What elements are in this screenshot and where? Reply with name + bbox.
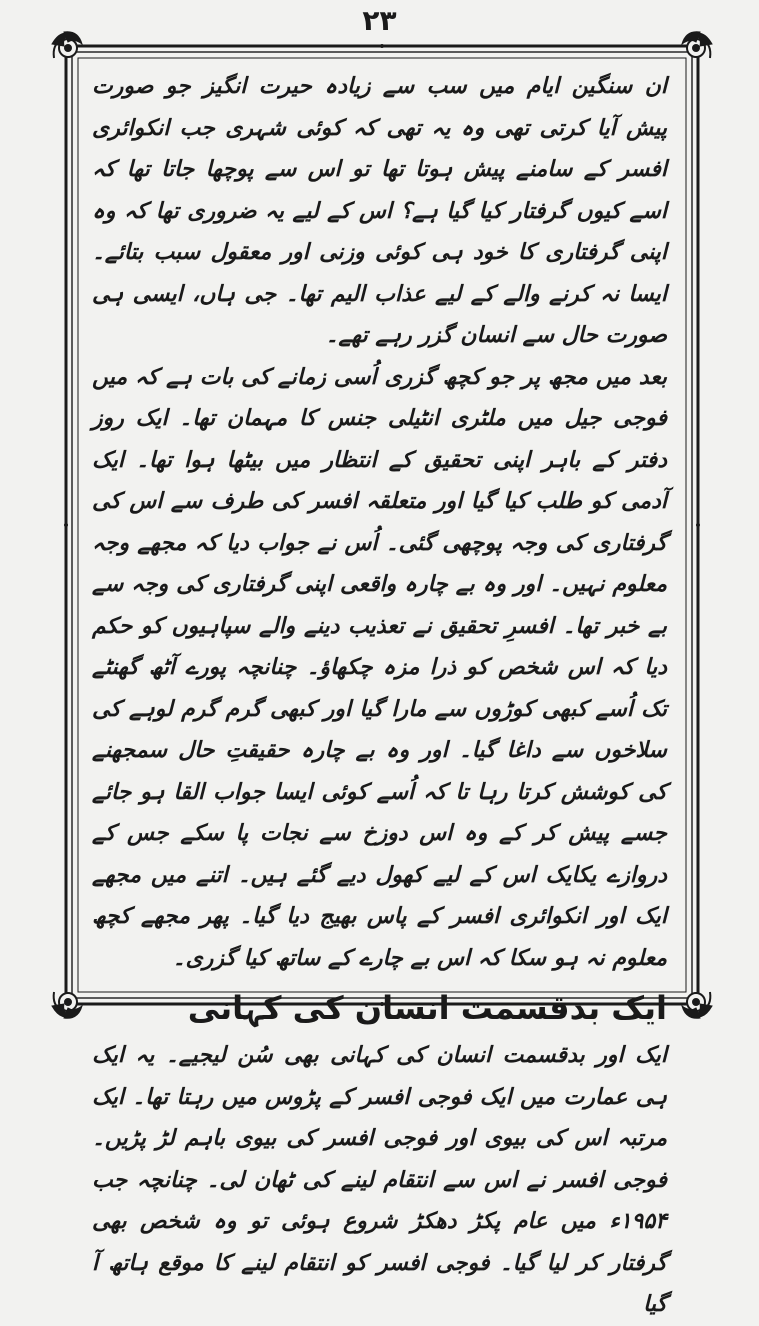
paragraph-2: بعد میں مجھ پر جو کچھ گزری اُسی زمانے کی بات ہے کہ میں فوجی جیل میں ملٹری انٹیلی جنس کا مہمان تھا۔ ایک روز دفتر کے باہر اپنی تحقیق کے انتظار میں بیٹھا ہوا تھا۔ ایک آدمی کو طلب کیا گیا اور متعلقہ افسر کی طرف سے اس کی گرفتاری کی وجہ پوچھی گئی۔ اُس نے جواب دیا کہ مجھے وجہ معلوم نہیں۔ اور وہ بے چارہ واقعی اپنی گرفتاری کی وجہ سے بے خبر تھا۔ افسرِ تحقیق نے تعذیب دینے والے سپاہیوں کو حکم دیا کہ اس شخص کو ذرا مزہ چکھاؤ۔ چنانچہ پورے آٹھ گھنٹے تک اُسے کبھی کوڑوں سے مارا گیا اور کبھی گرم گرم لوہے کی سلاخوں سے داغا گیا۔ اور وہ بے چارہ حقیقتِ حال سمجھنے کی کوشش کرتا رہا تا کہ اُسے کوئی ایسا جواب القا ہو جائے جسے پیش کر کے وہ اس دوزخ سے نجات پا سکے جس کے دروازے یکایک اس کے لیے کھول دیے گئے ہیں۔ اتنے میں مجھے ایک اور انکوائری افسر کے پاس بھیج دیا گیا۔ پھر مجھے کچھ معلوم نہ ہو سکا کہ اس بے چارے کے ساتھ کیا گزری۔: [92, 364, 667, 971]
page-content: [92, 66, 667, 1317]
section-heading: ایک بدقسمت انسان کی کہانی: [187, 989, 667, 1027]
page-number: ۲۳: [362, 4, 397, 37]
paragraph-3: ایک اور بدقسمت انسان کی کہانی بھی سُن لیجیے۔ یہ ایک ہی عمارت میں ایک فوجی افسر کے پڑوس میں رہتا تھا۔ ایک مرتبہ اس کی بیوی اور فوجی افسر کی بیوی باہم لڑ پڑیں۔ فوجی افسر نے اس سے انتقام لینے کی ٹھان لی۔ چنانچہ جب ۱۹۵۴ء میں عام پکڑ دھکڑ شروع ہوئی تو وہ شخص بھی گرفتار کر لیا گیا۔ فوجی افسر کو انتقام لینے کا موقع ہاتھ آ گیا: [92, 1043, 667, 1317]
paragraph-1: ان سنگین ایام میں سب سے زیادہ حیرت انگیز جو صورت پیش آیا کرتی تھی وہ یہ تھی کہ کوئی شہری جب انکوائری افسر کے سامنے پیش ہوتا تھا تو اس سے پوچھا جاتا تھا کہ اسے کیوں گرفتار کیا گیا ہے؟ اس کے لیے یہ ضروری تھا کہ وہ اپنی گرفتاری کا خود ہی کوئی وزنی اور معقول سبب بتائے۔ ایسا نہ کرنے والے کے لیے عذاب الیم تھا۔ جی ہاں، ایسی ہی صورت حال سے انسان گزر رہے تھے۔: [92, 74, 667, 348]
